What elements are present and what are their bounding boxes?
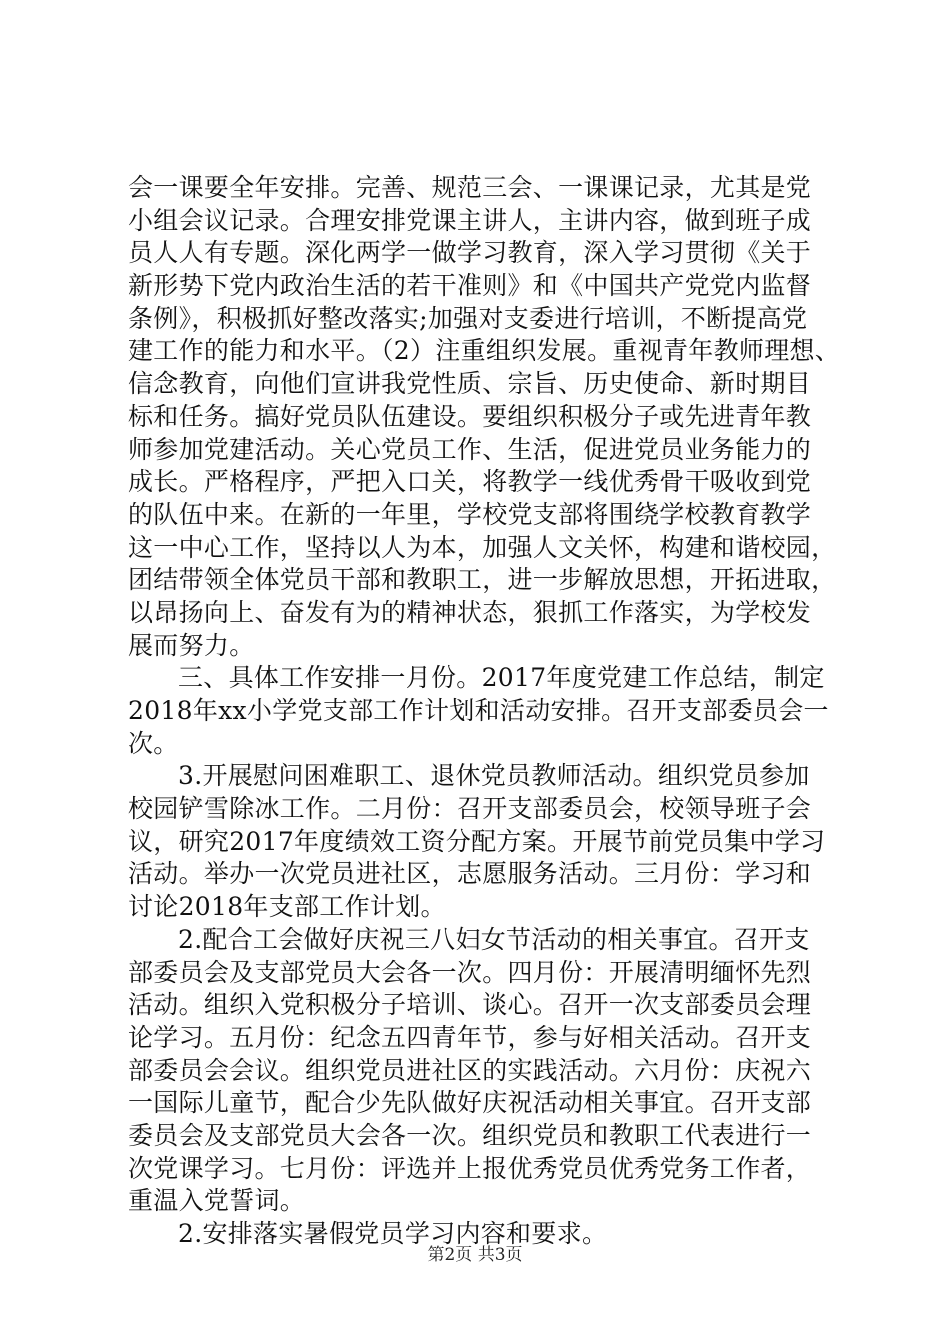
text-line: 一国际儿童节，配合少先队做好庆祝活动相关事宜。召开支部	[128, 1088, 812, 1118]
text-line: 委员会及支部党员大会各一次。组织党员和教职工代表进行一	[128, 1120, 812, 1150]
text-line: 展而努力。	[128, 630, 255, 660]
text-line: 会一课要全年安排。完善、规范三会、一课课记录，尤其是党	[128, 173, 812, 202]
text-line: 部委员会及支部党员大会各一次。四月份：开展清明缅怀先烈	[128, 957, 812, 987]
text-line: 次党课学习。七月份：评选并上报优秀党员优秀党务工作者，	[128, 1153, 812, 1183]
text-line: 条例》，积极抓好整改落实;加强对支委进行培训，不断提高党	[128, 303, 808, 333]
text-line: 议，研究2017年度绩效工资分配方案。开展节前党员集中学习	[128, 826, 826, 856]
text-line: 员人人有专题。深化两学一做学习教育，深入学习贯彻《关于	[128, 238, 812, 268]
text-line: 2018年xx小学党支部工作计划和活动安排。召开支部委员会一	[128, 696, 829, 725]
paragraph-start-line: 三、具体工作安排一月份。2017年度党建工作总结，制定	[178, 663, 825, 693]
text-line: 信念教育，向他们宣讲我党性质、宗旨、历史使命、新时期目	[128, 369, 812, 399]
text-line: 这一中心工作，坚持以人为本，加强人文关怀，构建和谐校园，	[128, 532, 837, 562]
text-line: 重温入党誓词。	[128, 1186, 306, 1216]
text-line: 以昂扬向上、奋发有为的精神状态，狠抓工作落实，为学校发	[128, 597, 812, 627]
text-line: 标和任务。搞好党员队伍建设。要组织积极分子或先进青年教	[128, 401, 812, 431]
document-body	[128, 172, 841, 1251]
paragraph-start-line: 3.开展慰问困难职工、退休党员教师活动。组织党员参加	[178, 761, 810, 791]
text-line: 师参加党建活动。关心党员工作、生活，促进党员业务能力的	[128, 434, 812, 464]
paragraph-start-line: 2.配合工会做好庆祝三八妇女节活动的相关事宜。召开支	[178, 924, 810, 954]
text-line: 校园铲雪除冰工作。二月份：召开支部委员会，校领导班子会	[128, 794, 812, 824]
text-line: 活动。举办一次党员进社区，志愿服务活动。三月份：学习和	[128, 859, 812, 889]
page-number-footer: 第2页 共3页	[427, 1245, 523, 1265]
text-line: 小组会议记录。合理安排党课主讲人，主讲内容，做到班子成	[128, 205, 812, 235]
text-line: 论学习。五月份：纪念五四青年节，参与好相关活动。召开支	[128, 1022, 812, 1052]
text-line: 团结带领全体党员干部和教职工，进一步解放思想，开拓进取，	[128, 565, 837, 595]
text-line: 讨论2018年支部工作计划。	[128, 892, 446, 922]
text-line: 次。	[128, 728, 179, 758]
paragraph-start-line: 2.安排落实暑假党员学习内容和要求。	[178, 1219, 608, 1248]
text-line: 活动。组织入党积极分子培训、谈心。召开一次支部委员会理	[128, 990, 812, 1020]
text-line: 的队伍中来。在新的一年里，学校党支部将围绕学校教育教学	[128, 499, 812, 529]
text-line: 部委员会会议。组织党员进社区的实践活动。六月份：庆祝六	[128, 1055, 812, 1085]
text-line: 新形势下党内政治生活的若干准则》和《中国共产党党内监督	[128, 271, 812, 301]
text-line: 成长。严格程序，严把入口关，将教学一线优秀骨干吸收到党	[128, 467, 812, 497]
text-line: 建工作的能力和水平。（2）注重组织发展。重视青年教师理想、	[128, 336, 841, 366]
